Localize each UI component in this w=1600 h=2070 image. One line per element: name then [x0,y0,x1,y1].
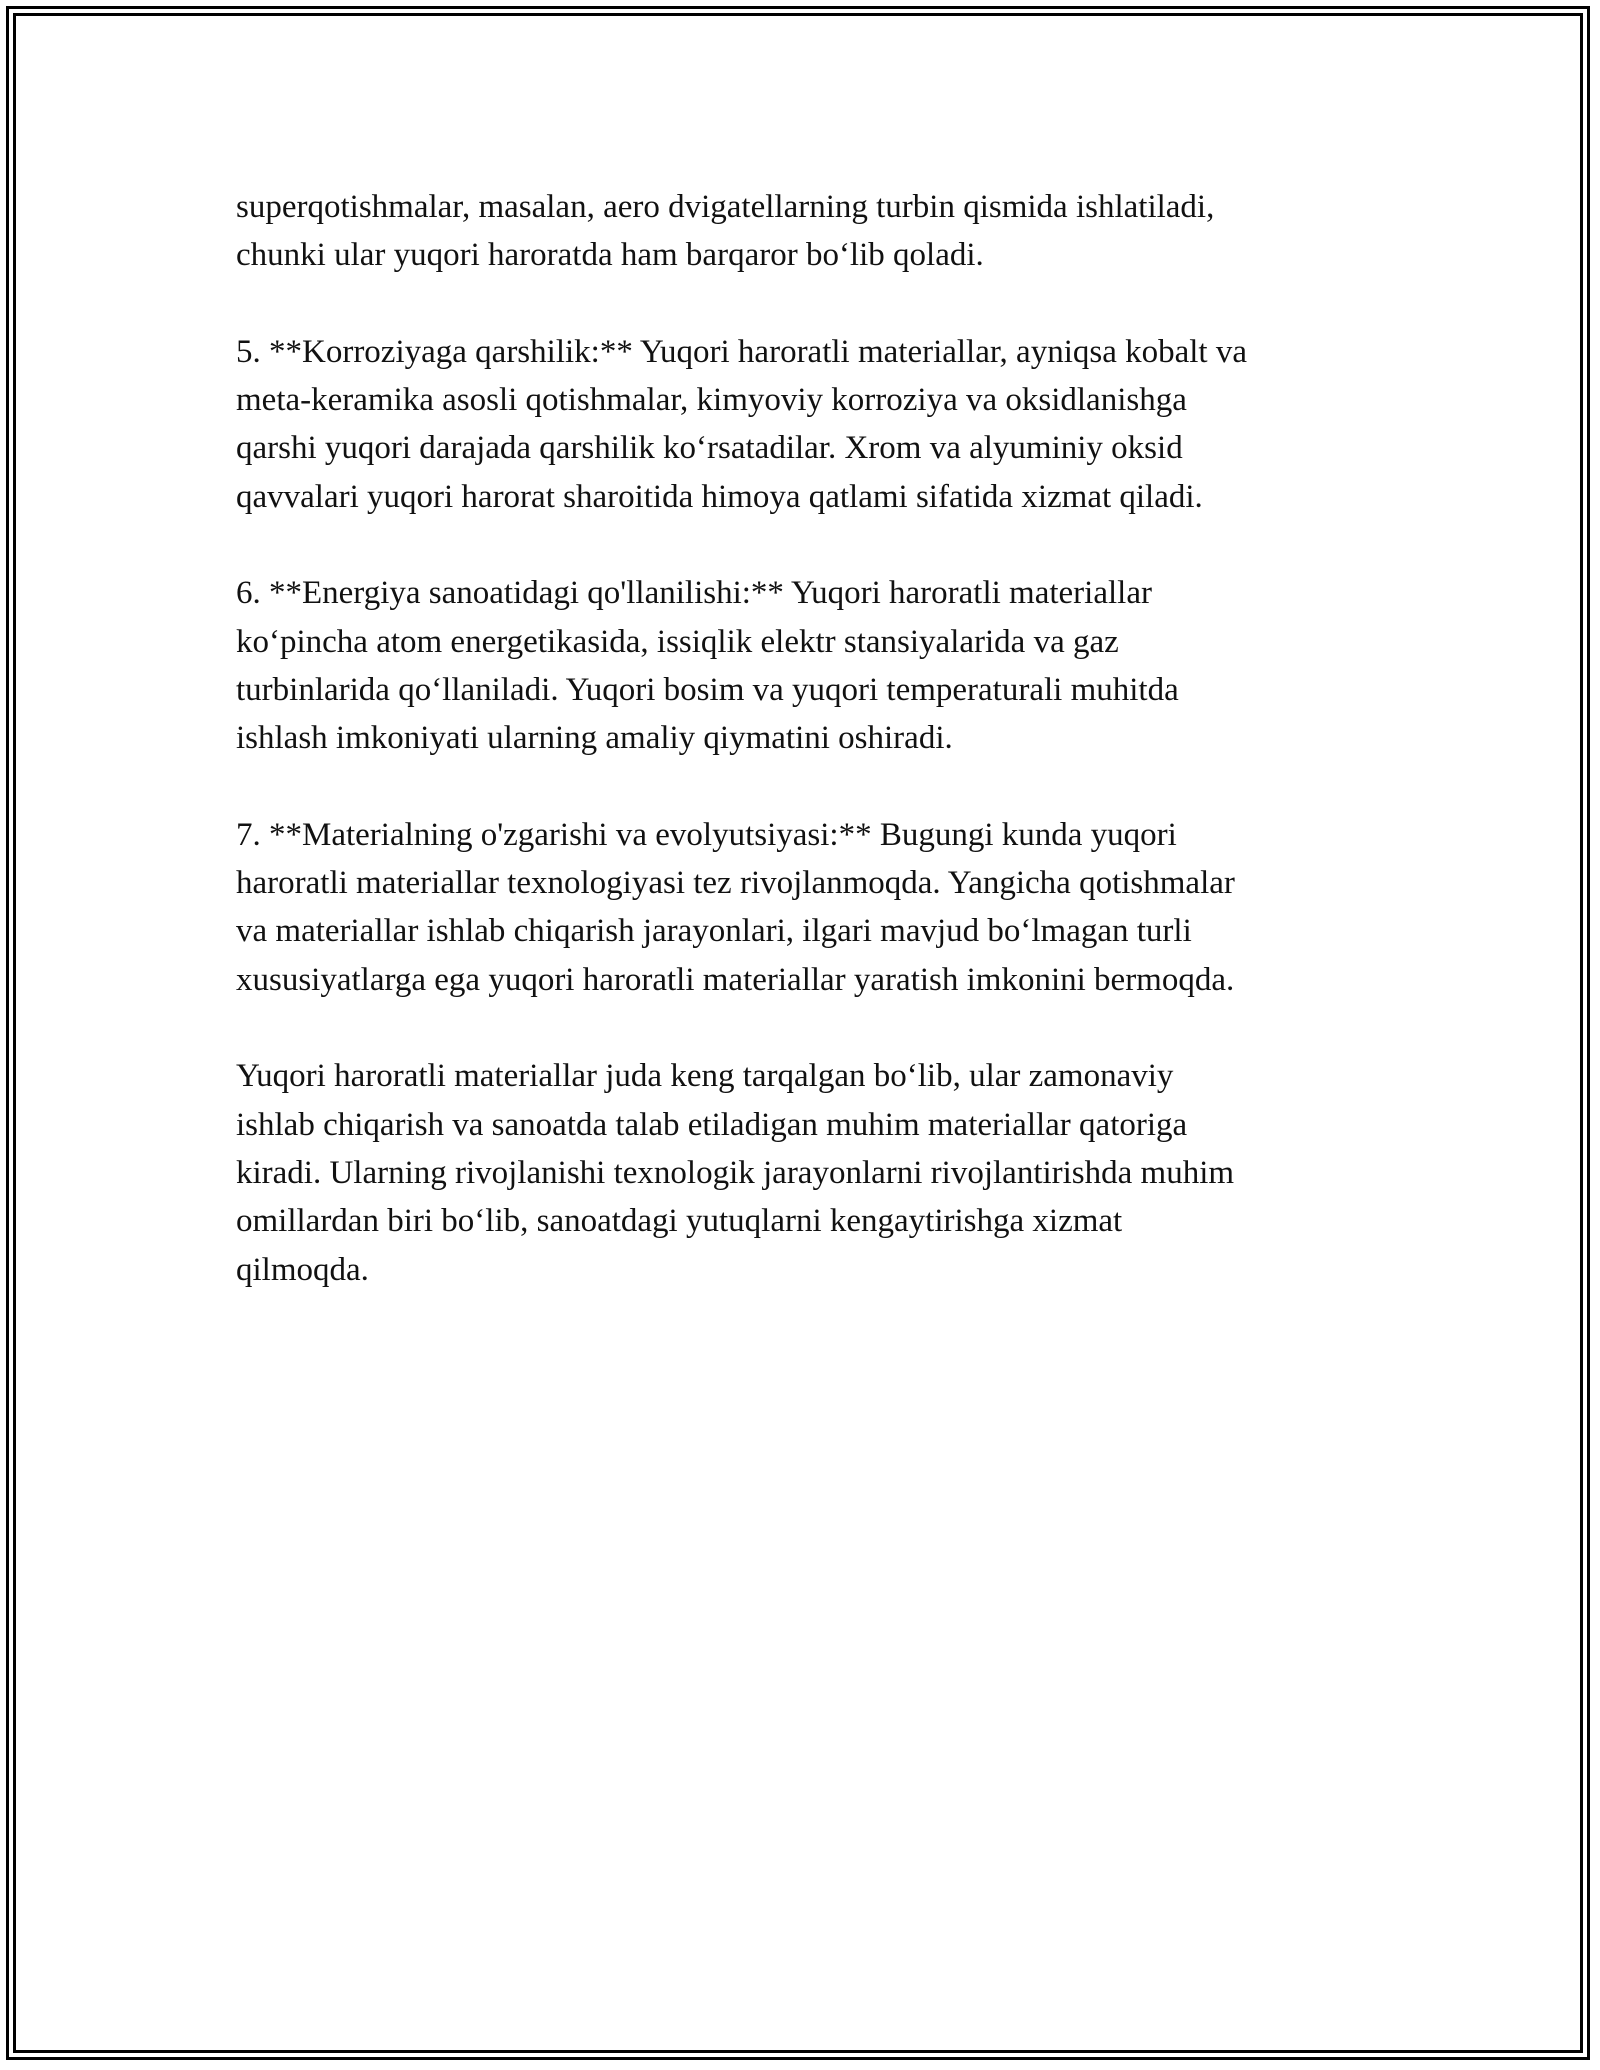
paragraph-energy-industry: 6. **Energiya sanoatidagi qo'llanilishi:** Yuqori haroratli materiallar ko‘pincha atom energetikasida, issiqlik elektr stansiyalarida va gaz turbinlarida qo‘llaniladi. Yuqori bosim va yuqori temperaturali muhitda ishlash imkoniyati ularning amaliy qiymatini oshiradi. [236,575,1179,757]
paragraph-material-evolution: 7. **Materialning o'zgarishi va evolyutsiyasi:** Bugungi kunda yuqori haroratli materiallar texnologiyasi tez rivojlanmoqda. Yangicha qotishmalar va materiallar ishlab chiqarish jarayonlari, ilgari mavjud bo‘lmagan turli xususiyatlarga ega yuqori haroratli materiallar yaratish imkonini bermoqda. [236,816,1235,998]
paragraph-conclusion: Yuqori haroratli materiallar juda keng tarqalgan bo‘lib, ular zamonaviy ishlab chiqarish va sanoatda talab etiladigan muhim materiallar qatoriga kiradi. Ularning rivojlanishi texnologik jarayonlarni rivojlantirishda muhim omillardan biri bo‘lib, sanoatdagi yutuqlarni kengaytirishga xizmat qilmoqda. [236,1058,1235,1288]
paragraph-superalloys-continued: superqotishmalar, masalan, aero dvigatellarning turbin qismida ishlatiladi, chunki ular yuqori haroratda ham barqaror bo‘lib qoladi. [236,189,1215,274]
paragraph-corrosion-resistance: 5. **Korroziyaga qarshilik:** Yuqori haroratli materiallar, ayniqsa kobalt va meta-keramika asosli qotishmalar, kimyoviy korroziya va oksidlanishga qarshi yuqori darajada qarshilik ko‘rsatadilar. Xrom va alyuminiy oksid qavvalari yuqori harorat sharoitida himoya qatlami sifatida xizmat qiladi. [236,333,1247,515]
document-body [236,183,1386,1342]
